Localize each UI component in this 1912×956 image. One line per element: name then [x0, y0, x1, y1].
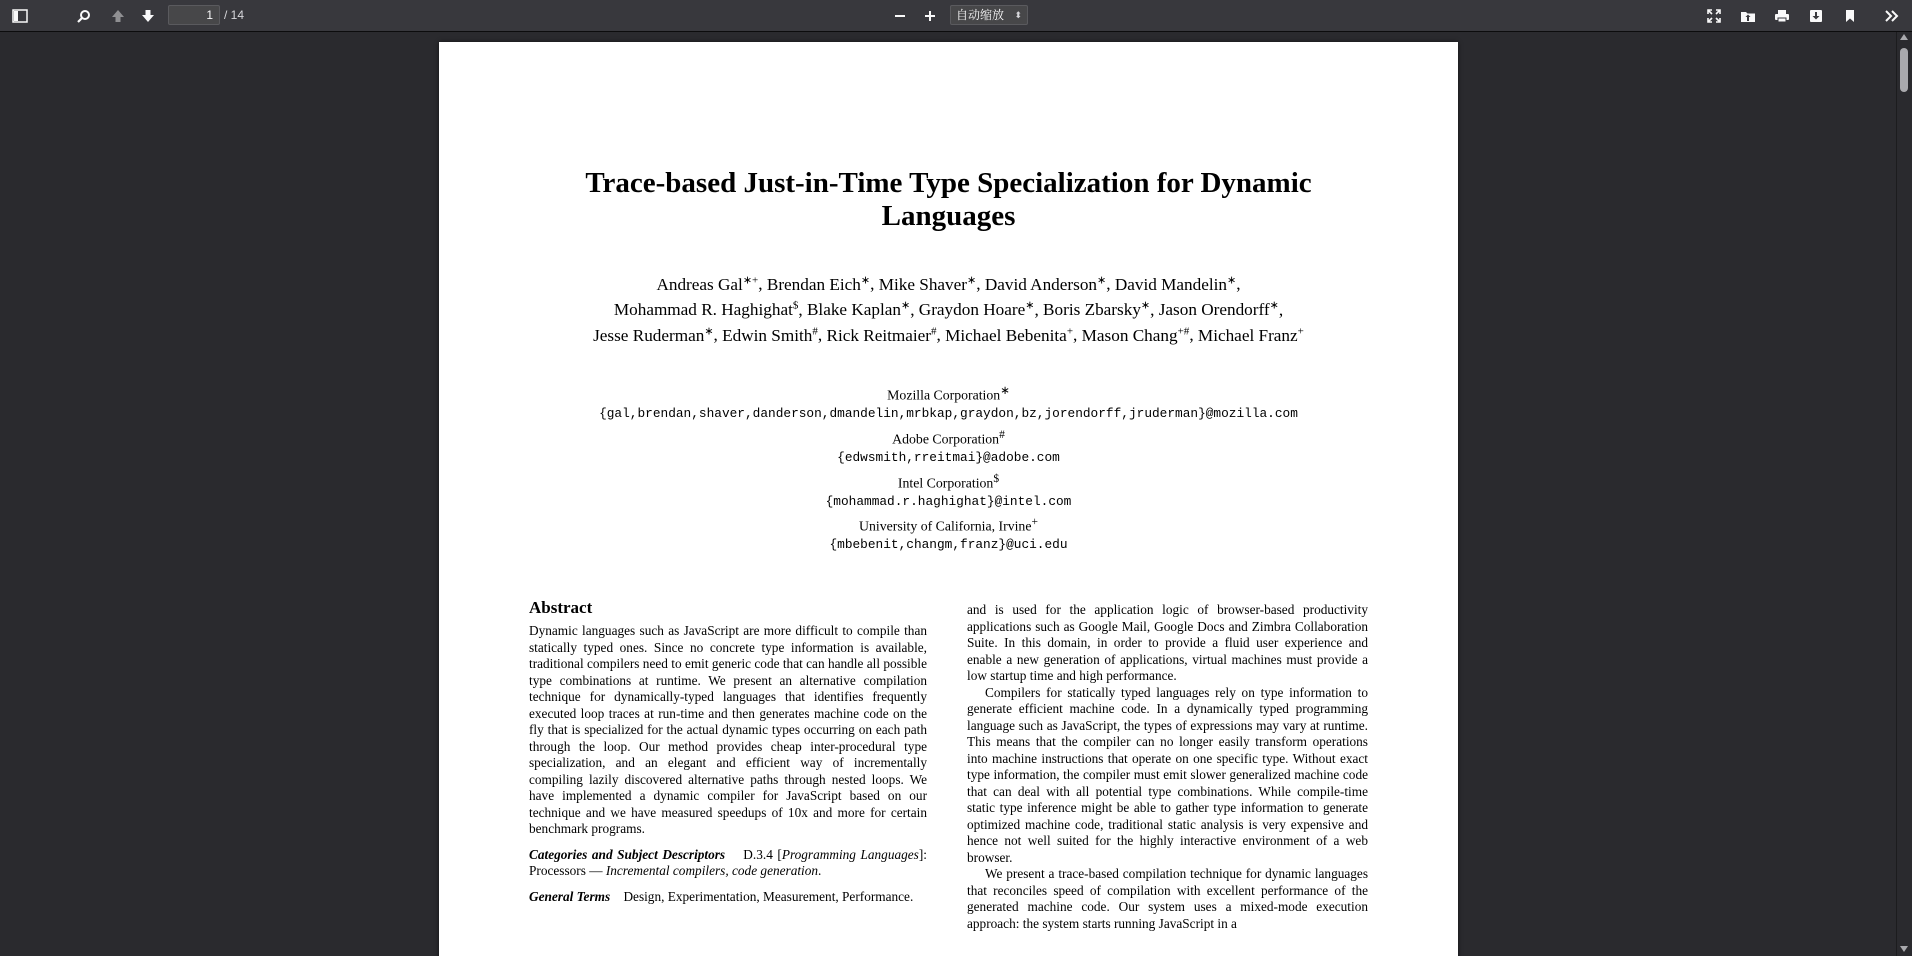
author	[826, 326, 936, 345]
categories-text: Incremental compilers, code generation	[605, 863, 819, 878]
author	[722, 326, 818, 345]
author-affiliation-mark: ∗	[1227, 274, 1237, 286]
author-affiliation-mark: +	[1066, 325, 1074, 338]
author-affiliation-mark: ∗	[967, 274, 977, 286]
affiliation-uci	[499, 513, 1398, 554]
scrollbar-thumb[interactable]	[1900, 48, 1908, 92]
author	[1159, 300, 1279, 319]
general-terms-text: Design, Experimentation, Measurement, Performance.	[623, 888, 914, 904]
author	[1082, 326, 1190, 345]
categories-text: Programming Languages	[781, 846, 919, 862]
affiliation-mark: +	[1031, 516, 1038, 528]
author	[985, 275, 1106, 294]
author-list: Andreas Gal∗+, Brendan Eich∗, Mike Shaver∗, David Anderson∗, David Mandelin∗, Mohammad R. Haghighat$, Blake Kaplan∗, Graydon Hoare∗, Boris Zbarsky∗, Jason Orendorff∗, Jesse Ruderman∗, Edwin Smith#, Rick Reitmaier#, Michael Bebenita+, Mason Chang+#, Michael Franz+	[593, 274, 1304, 345]
affiliation-mark: $	[993, 473, 1000, 485]
zoom-select-value: 自动缩放	[956, 8, 1005, 22]
paper-title: Trace-based Just-in-Time Type Specialization for Dynamic Languages	[585, 167, 1312, 232]
author	[614, 300, 799, 319]
body-paragraph: Compilers for statically typed languages rely on type information to generate efficient machine code. In a dynamically typed programming language such as JavaScript, the types of expressions may vary at runtime. This means that the compiler can no longer easily transform operations into machine instructions that operate on one specific type. Without exact type information, the compiler must emit slower generalized machine code that can deal with all potential type combinations. While compile-time static type inference might be able to gather type information to generate optimized machine code, traditional static analysis is very expensive and hence not well suited for the highly interactive environment of a web browser.	[967, 684, 1368, 865]
author	[1198, 326, 1304, 345]
body-paragraph: and is used for the application logic of browser-based productivity applications such as Google Mail, Google Docs and Zimbra Collaboration Suite. In this domain, in order to provide a fluid user experience and enable a new generation of applications, virtual machines must provide a low startup time and high performance.	[967, 602, 1368, 683]
scroll-up-icon[interactable]	[1900, 34, 1908, 40]
page-count: / 14	[224, 8, 245, 22]
select-arrows-icon: ⬍	[1014, 10, 1022, 20]
author-affiliation-mark: ∗	[1269, 299, 1279, 312]
affiliation-mozilla	[499, 382, 1398, 423]
affiliation-mark: #	[999, 429, 1005, 441]
author-affiliation-mark: ∗	[1025, 299, 1035, 312]
author-affiliation-mark: +	[1297, 325, 1304, 338]
author	[945, 326, 1073, 345]
author	[767, 275, 870, 294]
affiliation-org: University of California, Irvine	[859, 518, 1032, 534]
author	[656, 275, 758, 294]
body-paragraph: We present a trace-based compilation technique for dynamic languages that reconciles speed of compilation with excellent performance of the generated machine code. Our system uses a mixed-mode execution approach: the system starts running JavaScript in a	[967, 866, 1368, 931]
bookmark-icon[interactable]	[1836, 4, 1864, 28]
author-affiliation-mark: ∗+	[742, 274, 759, 286]
author-affiliation-mark: ∗	[1097, 274, 1107, 286]
author-name: Jason Orendorff	[1158, 300, 1270, 320]
print-icon[interactable]	[1768, 4, 1796, 28]
next-page-icon[interactable]	[134, 4, 162, 28]
author-name: Brendan Eich	[766, 274, 861, 294]
author-name: Edwin Smith	[722, 325, 813, 345]
author	[593, 326, 713, 345]
author	[807, 300, 910, 319]
categories-text: D.3.4 [	[743, 846, 782, 862]
affiliation-mark: ∗	[1000, 385, 1010, 397]
scroll-down-icon[interactable]	[1900, 946, 1908, 952]
affiliation-org: Mozilla Corporation	[887, 387, 1001, 403]
author	[1043, 300, 1150, 319]
author-name: Michael Bebenita	[945, 325, 1067, 345]
author-name: Blake Kaplan	[806, 300, 901, 320]
open-file-icon[interactable]	[1734, 4, 1762, 28]
left-column	[529, 598, 927, 905]
author-name: David Anderson	[984, 274, 1098, 294]
affiliation-adobe	[499, 426, 1398, 467]
author	[879, 275, 977, 294]
general-terms-label: General Terms	[529, 888, 611, 904]
author-name: Andreas Gal	[656, 274, 743, 294]
abstract-text: Dynamic languages such as JavaScript are more difficult to compile than statically typed ones. Since no concrete type information is available, traditional compilers need to emit generic code that can handle all possible type combinations at runtime. We present an alternative compilation technique for dynamically-typed languages that identifies frequently executed loop traces at run-time and then generates machine code on the fly that is specialized for the actual dynamic types occurring on each path through the loop. Our method provides cheap inter-procedural type specialization, and an elegant and efficient way of incrementally compiling lazily discovered alternative paths through nested loops. We have implemented a dynamic compiler for JavaScript based on our technique and we have measured speedups of 10x and more for certain benchmark programs.	[529, 623, 927, 836]
author-name: Graydon Hoare	[918, 300, 1026, 320]
document-viewer[interactable]	[0, 32, 1896, 956]
zoom-in-icon[interactable]	[916, 4, 944, 28]
zoom-out-icon[interactable]	[886, 4, 914, 28]
author-name: Mike Shaver	[878, 274, 968, 294]
page-number-input[interactable]: 1	[168, 5, 220, 25]
tools-icon[interactable]	[1878, 4, 1906, 28]
affiliation-email: {edwsmith,rreitmai}@adobe.com	[837, 449, 1060, 465]
author-affiliation-mark: ∗	[1140, 299, 1151, 312]
pdf-page	[439, 42, 1458, 956]
author-name: Michael Franz	[1197, 325, 1298, 345]
previous-page-icon[interactable]	[104, 4, 132, 28]
affiliation-org: Intel Corporation	[897, 475, 994, 491]
download-icon[interactable]	[1802, 4, 1830, 28]
affiliation-org: Adobe Corporation	[892, 431, 1000, 447]
author-affiliation-mark: +#	[1177, 325, 1190, 338]
affiliation-email: {gal,brendan,shaver,danderson,dmandelin,mrbkap,graydon,bz,jorendorff,jruderman}@mozilla.com	[599, 405, 1298, 421]
author-name: Mohammad R. Haghighat	[613, 300, 793, 320]
general-terms-paragraph	[529, 889, 927, 906]
affiliation-email: {mohammad.r.haghighat}@intel.com	[825, 493, 1072, 509]
affiliation-email: {mbebenit,changm,franz}@uci.edu	[829, 536, 1068, 552]
author-affiliation-mark: $	[792, 299, 799, 312]
author-affiliation-mark: ∗	[860, 274, 871, 286]
author	[919, 300, 1035, 319]
author-affiliation-mark: ∗	[704, 325, 714, 338]
author	[1115, 275, 1236, 294]
right-column	[967, 602, 1368, 932]
author-name: Boris Zbarsky	[1043, 300, 1141, 320]
categories-text: .	[818, 863, 822, 878]
categories-paragraph	[529, 847, 927, 880]
toolbar	[0, 0, 1912, 32]
author-affiliation-mark: ∗	[900, 299, 911, 312]
presentation-mode-icon[interactable]	[1700, 4, 1728, 28]
author-name: Rick Reitmaier	[826, 325, 932, 345]
categories-label: Categories and Subject Descriptors	[529, 846, 726, 862]
sidebar-toggle-icon[interactable]	[6, 4, 34, 28]
vertical-scrollbar[interactable]	[1896, 32, 1912, 956]
affiliation-intel	[499, 470, 1398, 511]
author-affiliation-mark: #	[812, 325, 818, 338]
author-name: Jesse Ruderman	[593, 325, 705, 345]
author-name: David Mandelin	[1114, 274, 1228, 294]
search-icon[interactable]	[70, 4, 98, 28]
categories-text: ]: Processors —	[529, 846, 927, 878]
author-affiliation-mark: #	[931, 325, 937, 338]
author-name: Mason Chang	[1081, 325, 1178, 345]
abstract-heading: Abstract	[529, 598, 593, 617]
zoom-select[interactable]	[950, 5, 1028, 25]
